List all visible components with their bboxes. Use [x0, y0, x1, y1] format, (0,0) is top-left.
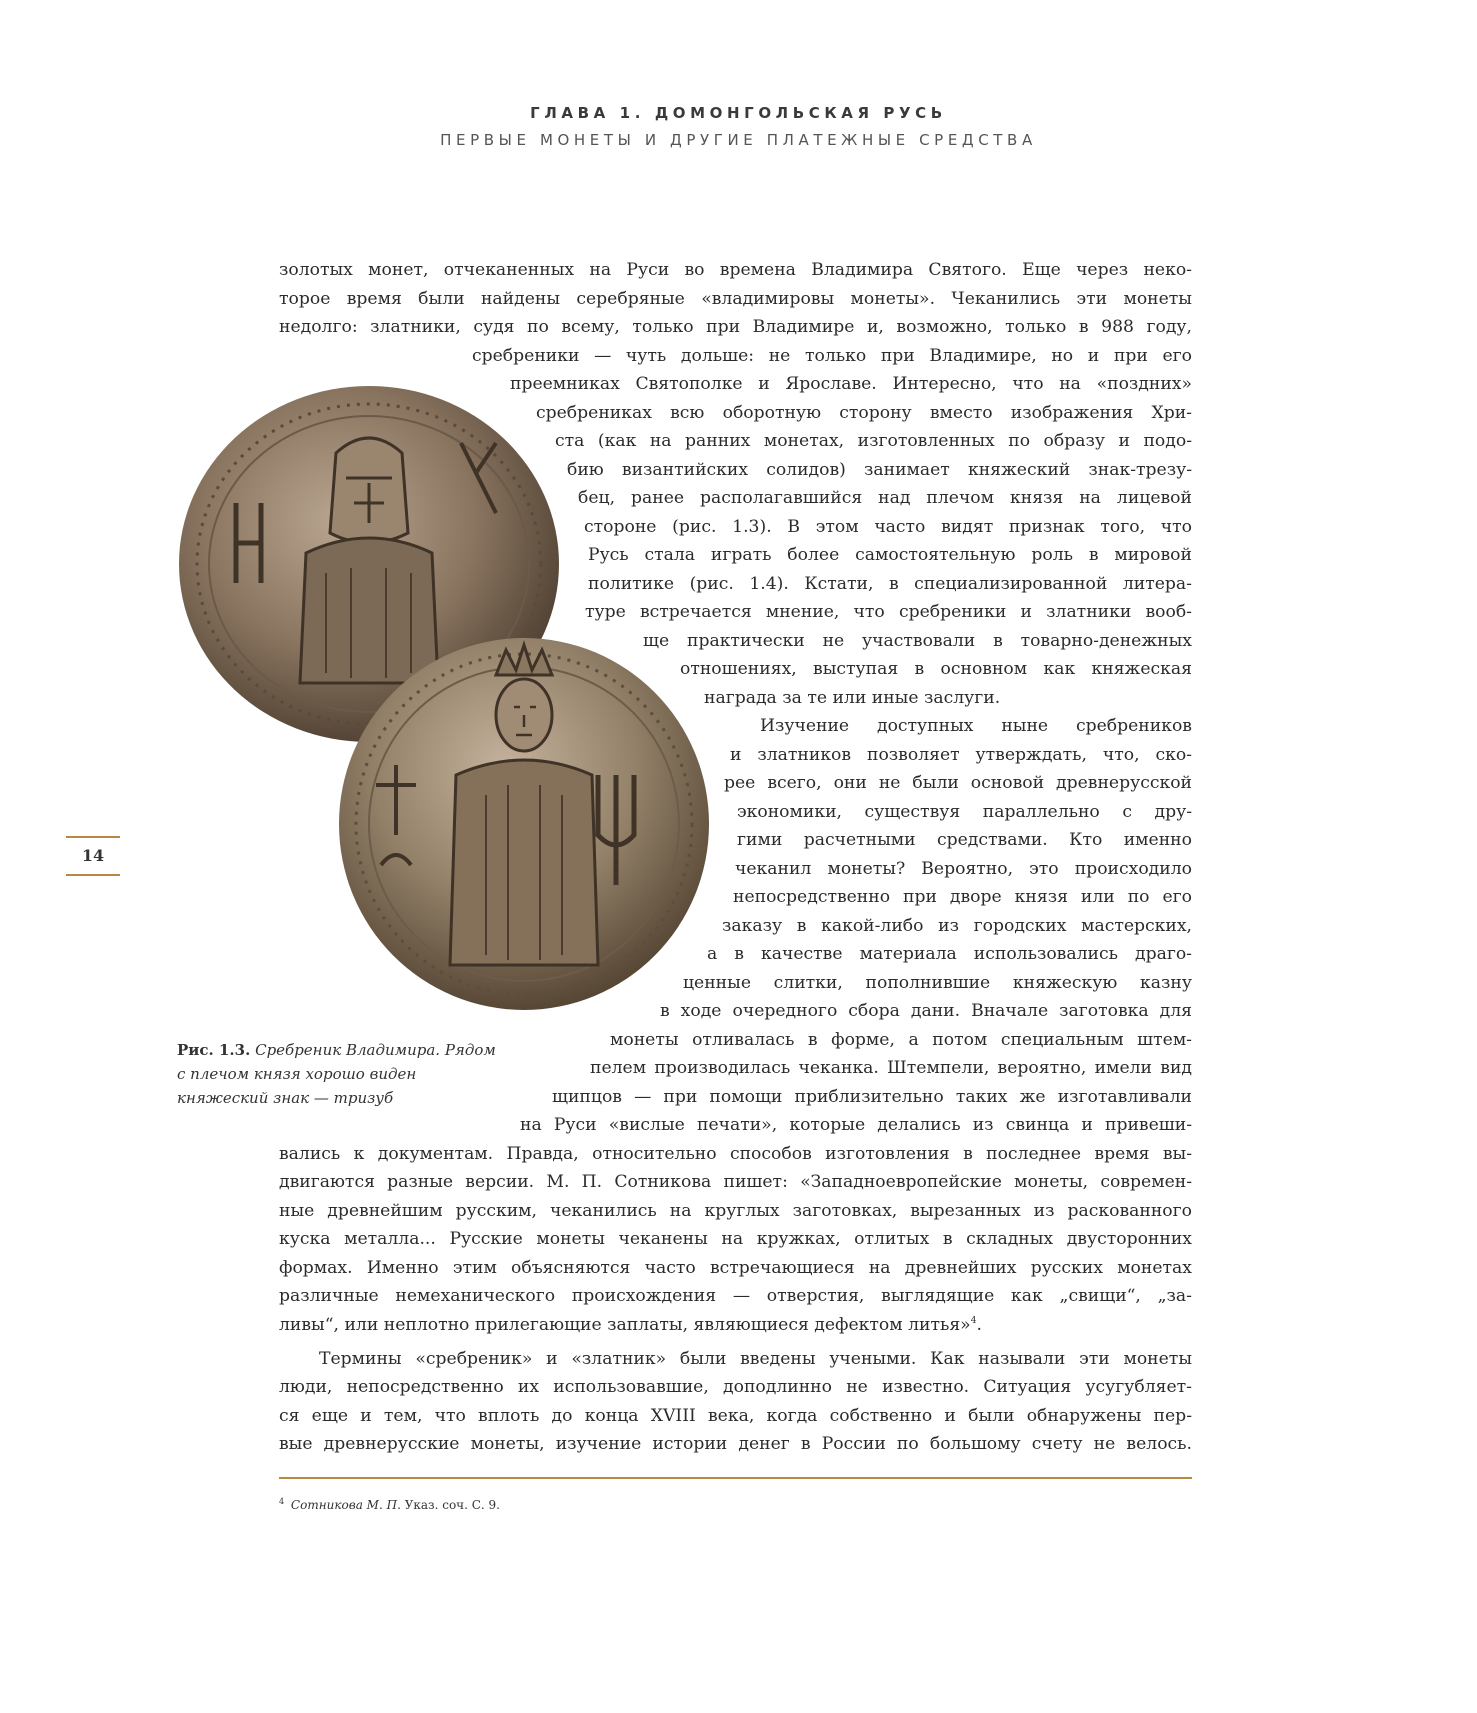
coin-image-reverse	[336, 635, 712, 1013]
footnote-text: Указ. соч. С. 9.	[404, 1498, 500, 1512]
footnote-number: 4	[279, 1497, 285, 1506]
body-line: люди, непосредственно их использовавшие, доподлинно не известно. Ситуация усугубляет-	[279, 1377, 1192, 1397]
body-line: ливы“, или неплотно прилегающие заплаты, являющиеся дефектом литья»	[279, 1315, 971, 1335]
body-line: и златников позволяет утверждать, что, ско-	[730, 745, 1192, 765]
figure-caption-text: Сребреник Владимира. Рядом с плечом князя хорошо виден княжеский знак — тризуб	[177, 1041, 496, 1107]
body-line: непосредственно при дворе князя или по его	[733, 887, 1192, 907]
footnote-reference-tail: .	[976, 1315, 982, 1335]
body-line: ста (как на ранних монетах, изготовленных по образу и подо-	[555, 431, 1192, 451]
body-line: гими расчетными средствами. Кто именно	[737, 830, 1192, 850]
figure-caption	[177, 1038, 497, 1110]
body-line: вались к документам. Правда, относительно способов изготовления в последнее время вы-	[279, 1144, 1192, 1164]
body-line: политике (рис. 1.4). Кстати, в специализированной литера-	[588, 574, 1192, 594]
body-line: монеты отливалась в форме, а потом специальным штем-	[610, 1030, 1192, 1050]
body-line: ценные слитки, пополнившие княжескую казну	[683, 973, 1192, 993]
body-line: куска металла... Русские монеты чеканены на кружках, отлитых в складных двусторонних	[279, 1229, 1192, 1249]
body-line: в ходе очередного сбора дани. Вначале заготовка для	[660, 1001, 1192, 1021]
chapter-title: ГЛАВА 1. ДОМОНГОЛЬСКАЯ РУСЬ	[530, 104, 947, 122]
body-line: ные древнейшим русским, чеканились на круглых заготовках, вырезанных из раскованного	[279, 1201, 1192, 1221]
running-header	[0, 104, 1477, 149]
body-line: ще практически не участвовали в товарно-денежных	[643, 631, 1192, 651]
body-line: на Руси «вислые печати», которые делались из свинца и привеши-	[520, 1115, 1192, 1135]
body-line: экономики, существуя параллельно с дру-	[737, 802, 1192, 822]
body-line: Термины «сребреник» и «златник» были введены учеными. Как называли эти монеты	[319, 1349, 1192, 1369]
body-line-with-footnote	[279, 1311, 1192, 1340]
body-line: торое время были найдены серебряные «владимировы монеты». Чеканились эти монеты	[279, 289, 1192, 309]
body-line: ся еще и тем, что вплоть до конца XVIII века, когда собственно и были обнаружены пер-	[279, 1406, 1192, 1426]
body-line: Изучение доступных ныне сребреников	[760, 716, 1192, 736]
body-line: сребрениках всю оборотную сторону вместо изображения Хри-	[536, 403, 1192, 423]
body-line: двигаются разные версии. М. П. Сотникова пишет: «Западноевропейские монеты, современ-	[279, 1172, 1192, 1192]
body-line: пелем производилась чеканка. Штемпели, вероятно, имели вид	[590, 1058, 1192, 1078]
page-number: 14	[66, 836, 120, 876]
body-line: сребреники — чуть дольше: не только при Владимире, но и при его	[472, 346, 1192, 366]
body-line: бец, ранее располагавшийся над плечом князя на лицевой	[578, 488, 1192, 508]
body-line: различные немеханического происхождения — отверстия, выглядящие как „свищи“, „за-	[279, 1286, 1192, 1306]
body-line: недолго: златники, судя по всему, только при Владимире и, возможно, только в 988 году,	[279, 317, 1192, 337]
body-line: вые древнерусские монеты, изучение истории денег в России по большому счету не велось.	[279, 1434, 1192, 1454]
body-line: рее всего, они не были основой древнерусской	[724, 773, 1192, 793]
body-line: награда за те или иные заслуги.	[704, 688, 1001, 708]
body-line: золотых монет, отчеканенных на Руси во времена Владимира Святого. Еще через неко-	[279, 260, 1192, 280]
body-line: стороне (рис. 1.3). В этом часто видят признак того, что	[584, 517, 1192, 537]
footnote-reference[interactable]: 4	[970, 1316, 977, 1326]
body-line: Русь стала играть более самостоятельную роль в мировой	[588, 545, 1192, 565]
body-line: щипцов — при помощи приблизительно таких же изготавливали	[552, 1087, 1192, 1107]
body-line: а в качестве материала использовались драго-	[707, 944, 1192, 964]
body-line: преемниках Святополке и Ярославе. Интересно, что на «поздних»	[510, 374, 1192, 394]
body-line: заказу в какой-либо из городских мастерских,	[722, 916, 1192, 936]
body-line: чеканил монеты? Вероятно, это происходило	[735, 859, 1192, 879]
body-line: бию византийских солидов) занимает княжеский знак-трезу-	[567, 460, 1192, 480]
body-line: отношениях, выступая в основном как княжеская	[680, 659, 1192, 679]
footnote	[279, 1497, 500, 1512]
body-line: формах. Именно этим объясняются часто встречающиеся на древнейших русских монетах	[279, 1258, 1192, 1278]
footnote-divider	[279, 1477, 1192, 1479]
footnote-author: Сотникова М. П.	[290, 1498, 401, 1512]
body-line: туре встречается мнение, что сребреники и златники вооб-	[585, 602, 1192, 622]
section-subtitle: ПЕРВЫЕ МОНЕТЫ И ДРУГИЕ ПЛАТЕЖНЫЕ СРЕДСТВА	[440, 131, 1037, 149]
figure-label: Рис. 1.3.	[177, 1041, 251, 1059]
